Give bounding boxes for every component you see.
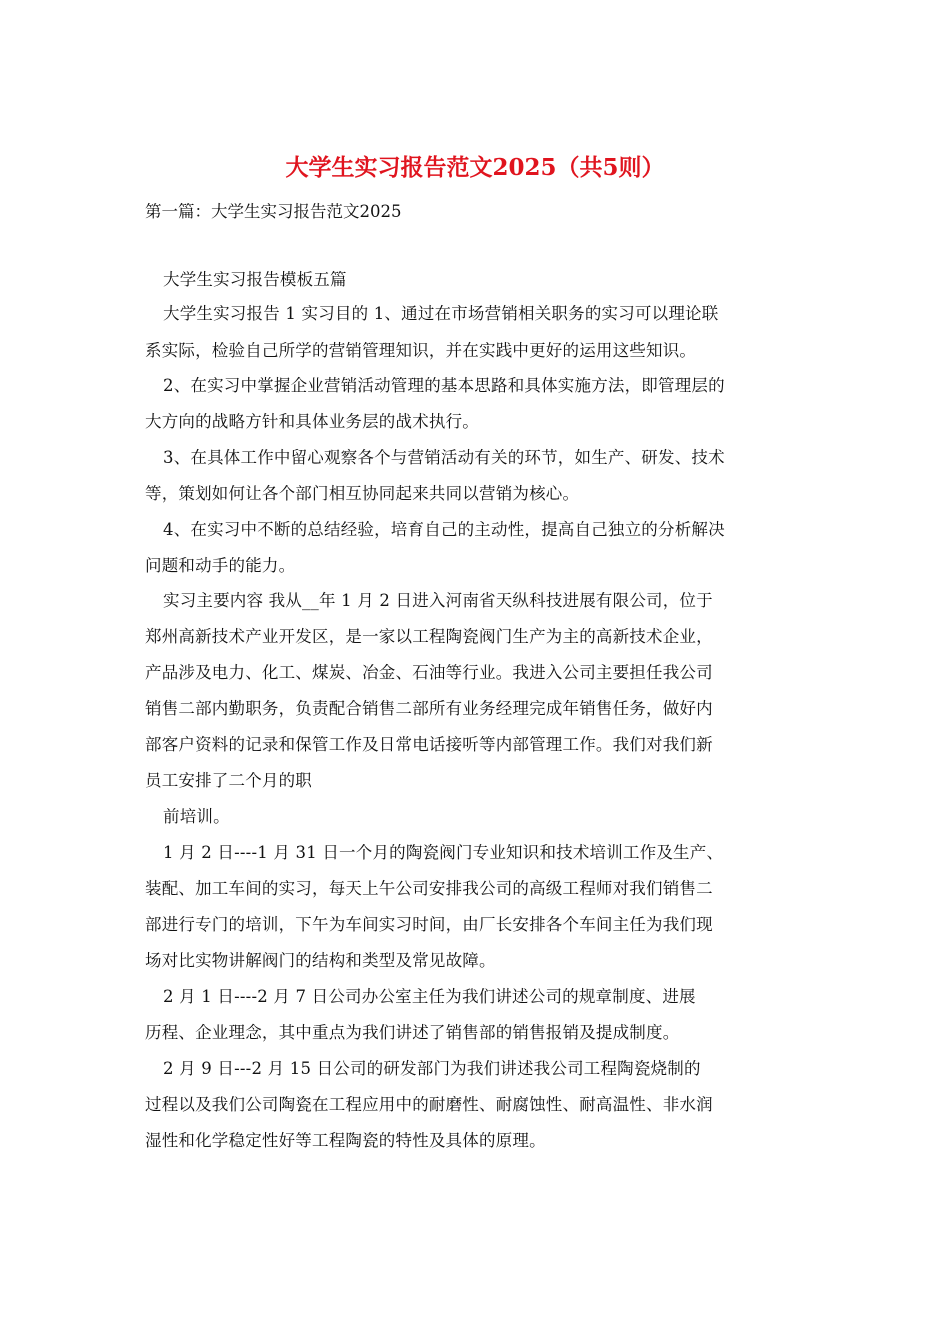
body-line: 历程、企业理念，其中重点为我们讲述了销售部的销售报销及提成制度。	[145, 1023, 680, 1042]
body-line: 销售二部内勤职务，负责配合销售二部所有业务经理完成年销售任务，做好内	[145, 699, 713, 718]
body-line: 场对比实物讲解阀门的结构和类型及常见故障。	[145, 951, 496, 970]
body-line: 装配、加工车间的实习，每天上午公司安排我公司的高级工程师对我们销售二	[145, 879, 713, 898]
body-line: 2 月 1 日----2 月 7 日公司办公室主任为我们讲述公司的规章制度、进展	[163, 987, 696, 1006]
body-line: 2、在实习中掌握企业营销活动管理的基本思路和具体实施方法，即管理层的	[163, 376, 725, 395]
body-line: 过程以及我们公司陶瓷在工程应用中的耐磨性、耐腐蚀性、耐高温性、非水润	[145, 1095, 713, 1114]
body-line: 系实际，检验自己所学的营销管理知识，并在实践中更好的运用这些知识。	[145, 341, 697, 360]
body-line: 实习主要内容 我从__年 1 月 2 日进入河南省天纵科技进展有限公司，位于	[163, 591, 713, 610]
body-line: 郑州高新技术产业开发区，是一家以工程陶瓷阀门生产为主的高新技术企业，	[145, 627, 713, 646]
body-line: 3、在具体工作中留心观察各个与营销活动有关的环节，如生产、研发、技术	[163, 448, 725, 467]
section-heading: 第一篇：大学生实习报告范文2025	[145, 202, 402, 221]
body-line: 大学生实习报告模板五篇	[163, 270, 347, 289]
body-line: 4、在实习中不断的总结经验，培育自己的主动性，提高自己独立的分析解决	[163, 520, 725, 539]
document-title: 大学生实习报告范文2025（共5则）	[285, 154, 665, 181]
body-line: 前培训。	[163, 807, 230, 826]
body-line: 等，策划如何让各个部门相互协同起来共同以营销为核心。	[145, 484, 580, 503]
body-line: 大方向的战略方针和具体业务层的战术执行。	[145, 412, 479, 431]
body-line: 问题和动手的能力。	[145, 556, 296, 575]
body-line: 产品涉及电力、化工、煤炭、冶金、石油等行业。我进入公司主要担任我公司	[145, 663, 713, 682]
body-line: 2 月 9 日---2 月 15 日公司的研发部门为我们讲述我公司工程陶瓷烧制的	[163, 1059, 701, 1078]
body-line: 1 月 2 日----1 月 31 日一个月的陶瓷阀门专业知识和技术培训工作及生产、	[163, 843, 724, 862]
body-line: 员工安排了二个月的职	[145, 771, 312, 790]
body-line: 大学生实习报告 1 实习目的 1、通过在市场营销相关职务的实习可以理论联	[163, 304, 719, 323]
body-line: 部进行专门的培训，下午为车间实习时间，由厂长安排各个车间主任为我们现	[145, 915, 713, 934]
body-line: 湿性和化学稳定性好等工程陶瓷的特性及具体的原理。	[145, 1131, 546, 1150]
body-line: 部客户资料的记录和保管工作及日常电话接听等内部管理工作。我们对我们新	[145, 735, 713, 754]
